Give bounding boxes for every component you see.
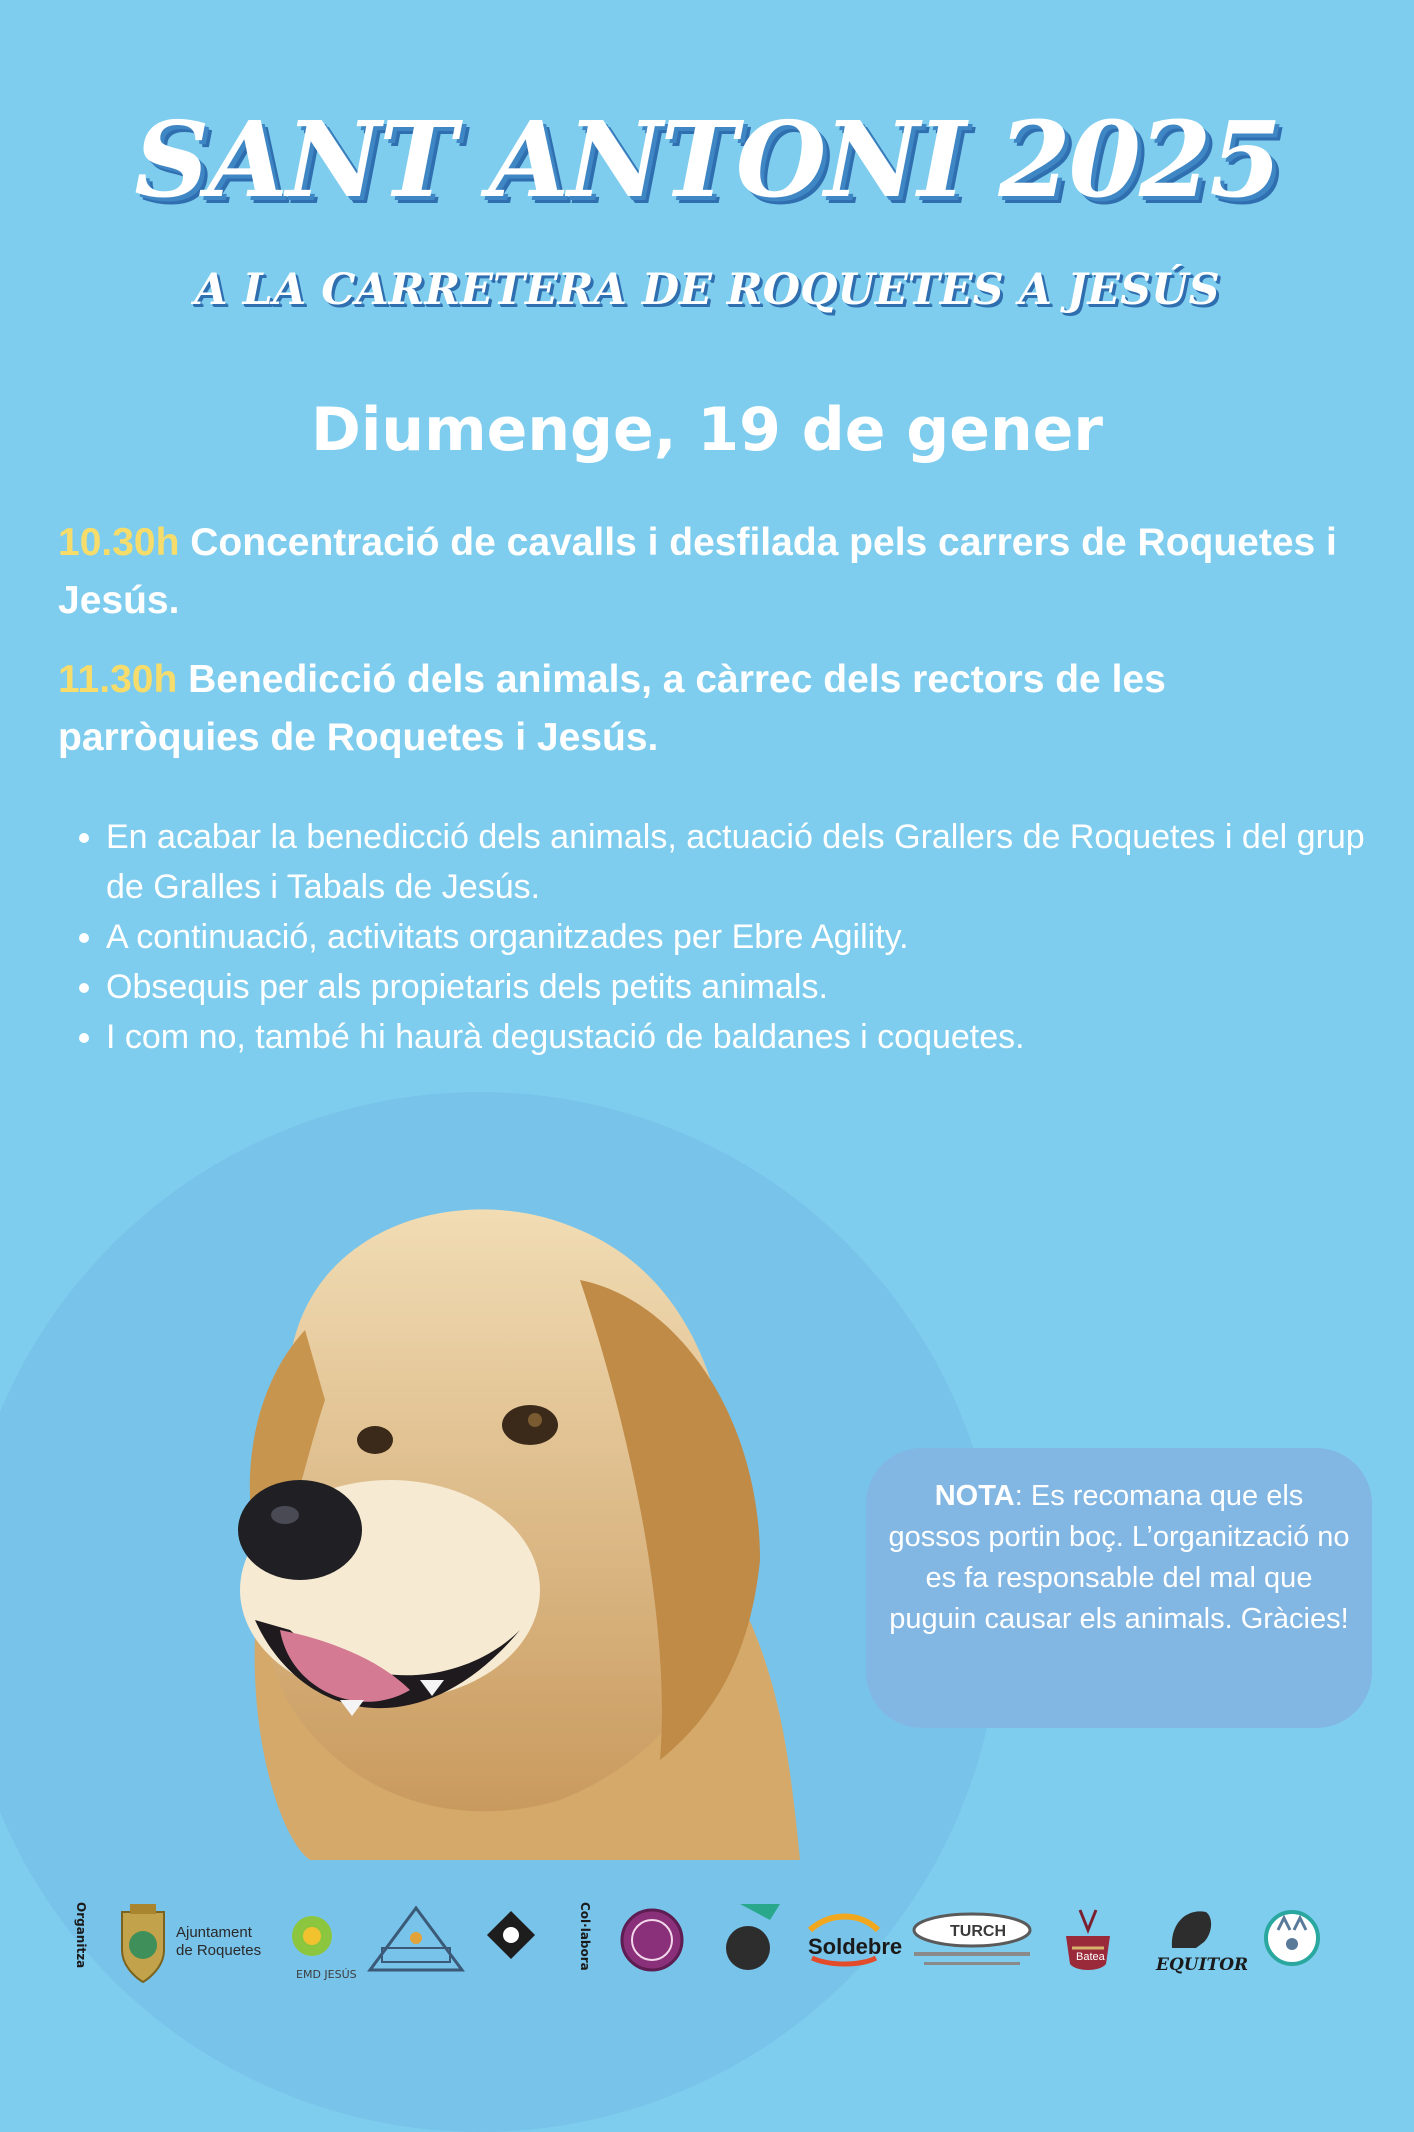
note-box — [866, 1448, 1372, 1728]
colabora-label: Col·labora — [578, 1902, 592, 1971]
gralles-tabals-logo-icon — [726, 1904, 780, 1970]
organitza-label: Organitza — [74, 1902, 88, 1969]
turch-text: TURCH — [950, 1923, 1006, 1940]
page-title: SANT ANTONI 2025 — [134, 98, 1280, 221]
dog-illustration — [140, 1160, 820, 1860]
emd-jesus-logo-icon — [292, 1916, 357, 1981]
activities-list — [58, 812, 1406, 1062]
event-description: Benedicció dels animals, a càrrec dels rectors de les parròquies de Roquetes i Jesús. — [58, 658, 1166, 759]
equitor-text: EQUITOR — [1156, 1955, 1249, 1975]
event-time: 11.30h — [58, 658, 178, 701]
note-text: : Es recomana que els gossos portin boç. L’organització no es fa responsable del mal que puguin causar els animals. Gràcies! — [888, 1480, 1350, 1635]
roquetes-tradition-logo-icon — [370, 1908, 462, 1970]
ajuntament-crest-icon — [122, 1904, 164, 1982]
list-item: • En acabar la benedicció dels animals, actuació dels Grallers de Roquetes i del grup de Gralles i Tabals de Jesús. — [106, 812, 1406, 912]
soldebre-text: Soldebre — [808, 1934, 903, 1959]
event-description: Concentració de cavalls i desfilada pels carrers de Roquetes i Jesús. — [58, 521, 1337, 622]
svg-text:EMD JESÚS: EMD JESÚS — [296, 1968, 357, 1981]
list-item: • I com no, també hi haurà degustació de baldanes i coquetes. — [106, 1012, 1406, 1062]
list-item: • Obsequis per als propietaris dels petits animals. — [106, 962, 1406, 1012]
event-item-1 — [58, 514, 1358, 630]
event-date: Diumenge, 19 de gener — [311, 395, 1103, 465]
diamond-logo-icon — [487, 1911, 535, 1959]
list-item: • A continuació, activitats organitzades per Ebre Agility. — [106, 912, 1406, 962]
page-subtitle: A LA CARRETERA DE ROQUETES A JESÚS — [194, 265, 1220, 315]
note-label: NOTA — [934, 1480, 1015, 1512]
husky-logo-icon — [1266, 1912, 1318, 1964]
equitor-horse-logo-icon — [1172, 1911, 1211, 1948]
ajuntament-line-1: Ajuntament — [176, 1924, 252, 1941]
grallers-roquetes-logo-icon — [622, 1910, 682, 1970]
event-item-2 — [58, 651, 1358, 767]
ajuntament-line-2: de Roquetes — [176, 1942, 262, 1959]
batea-text: Batea — [1076, 1951, 1105, 1963]
ajuntament-name — [176, 1924, 261, 1960]
event-time: 10.30h — [58, 521, 180, 564]
